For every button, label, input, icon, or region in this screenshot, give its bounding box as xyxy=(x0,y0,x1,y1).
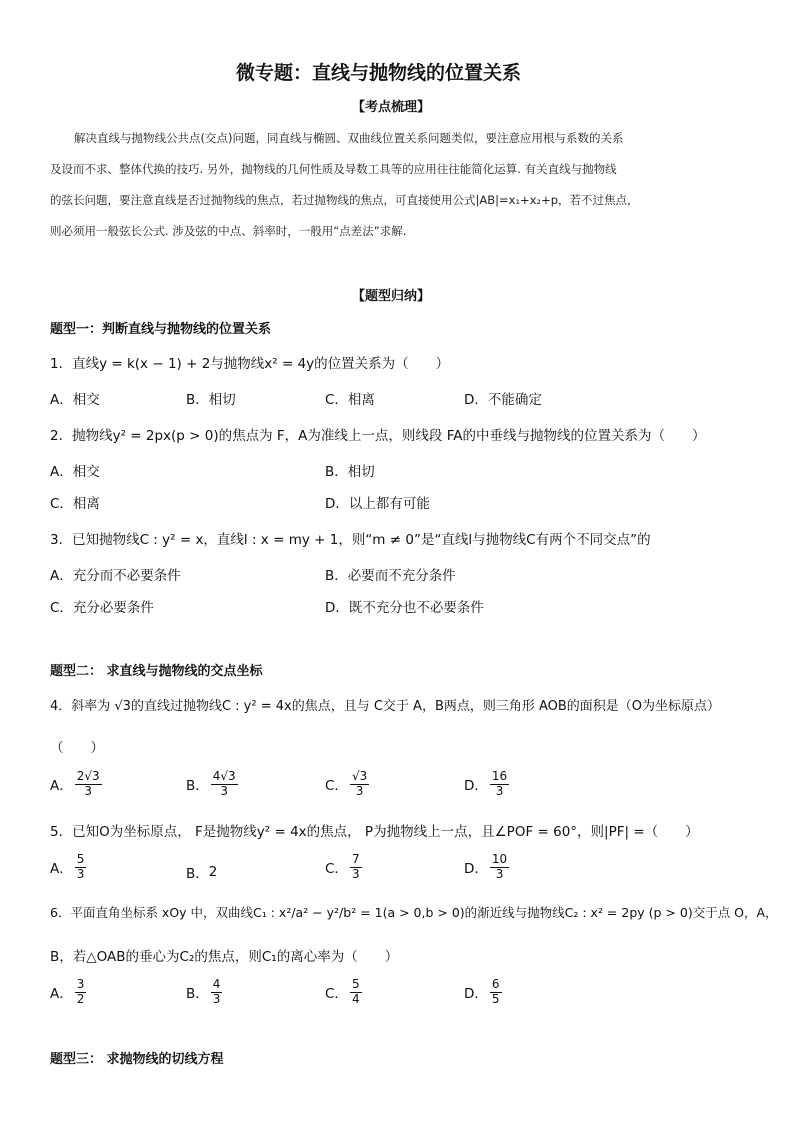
q3-option-c: C．充分必要条件 xyxy=(50,600,154,616)
q4-option-a: A． $\frac{2√3}{3}$ xyxy=(50,769,100,798)
fraction: $\frac{7}{3}$ xyxy=(351,852,360,881)
q4-option-c: C． $\frac{√3}{3}$ xyxy=(325,769,368,798)
section-heading-3: 题型三： 求抛物线的切线方程 xyxy=(50,1052,224,1067)
page-title: 微专题：直线与抛物线的位置关系 xyxy=(236,62,522,84)
q5-option-a: A． $\frac{5}{3}$ xyxy=(50,852,85,881)
question-4-text-cont: （ ） xyxy=(50,740,104,756)
question-2-text: 2．抛物线y² = 2px(p > 0)的焦点为 F，A为准线上一点，则线段 FA的中垂线与抛物线的位置关系为（ ） xyxy=(50,428,706,444)
fraction: $\frac{5}{4}$ xyxy=(351,977,360,1006)
fraction: $\frac{6}{5}$ xyxy=(491,977,500,1006)
question-6-text-cont: B，若△OAB的垂心为C₂的焦点，则C₁的离心率为（ ） xyxy=(50,949,399,965)
intro-line-1: 解决直线与抛物线公共点(交点)问题，同直线与椭圆、双曲线位置关系问题类似，要注意应用根与系数的关系 xyxy=(74,131,624,145)
q5-option-b: B．2 xyxy=(186,864,218,882)
q6-option-a: A． $\frac{3}{2}$ xyxy=(50,977,85,1006)
intro-line-3: 的弦长问题，要注意直线是否过抛物线的焦点，若过抛物线的焦点，可直接使用公式|AB|=x₁+x₂+p，若不过焦点， xyxy=(50,193,639,207)
question-5-text: 5．已知O为坐标原点， F是抛物线y² = 4x的焦点， P为抛物线上一点，且∠POF = 60°，则|PF| =（ ） xyxy=(50,824,699,840)
fraction: $\frac{16}{3}$ xyxy=(491,769,508,798)
q1-option-c: C．相离 xyxy=(325,392,375,408)
q3-option-a: A．充分而不必要条件 xyxy=(50,568,181,584)
intro-line-4: 则必须用一般弦长公式. 涉及弦的中点、斜率时，一般用“点差法”求解. xyxy=(50,224,407,238)
tixing-heading: 【题型归纳】 xyxy=(352,289,431,304)
fraction: $\frac{√3}{3}$ xyxy=(351,769,368,798)
fraction: $\frac{2√3}{3}$ xyxy=(76,769,100,798)
fraction: $\frac{3}{2}$ xyxy=(76,977,85,1006)
section-heading-2: 题型二： 求直线与抛物线的交点坐标 xyxy=(50,664,263,679)
kaodian-heading: 【考点梳理】 xyxy=(352,100,431,115)
section-heading-1: 题型一：判断直线与抛物线的位置关系 xyxy=(50,322,272,337)
intro-line-2: 及设而不求、整体代换的技巧. 另外，抛物线的几何性质及导数工具等的应用往往能简化运算. 有关直线与抛物线 xyxy=(50,162,617,176)
question-4-text: 4．斜率为 √3的直线过抛物线C : y² = 4x的焦点，且与 C交于 A，B两点，则三角形 AOB的面积是（O为坐标原点） xyxy=(50,699,721,714)
fraction: $\frac{4√3}{3}$ xyxy=(212,769,236,798)
q3-option-d: D．既不充分也不必要条件 xyxy=(325,600,484,616)
q5-option-c: C． $\frac{7}{3}$ xyxy=(325,852,360,881)
q2-option-a: A．相交 xyxy=(50,464,100,480)
question-1-text: 1．直线y = k(x − 1) + 2与抛物线x² = 4y的位置关系为（ ） xyxy=(50,356,450,372)
q6-option-b: B． $\frac{4}{3}$ xyxy=(186,977,221,1006)
q2-option-b: B．相切 xyxy=(325,464,375,480)
q3-option-b: B．必要而不充分条件 xyxy=(325,568,456,584)
q1-option-d: D．不能确定 xyxy=(464,392,542,408)
fraction: $\frac{5}{3}$ xyxy=(76,852,85,881)
question-3-text: 3．已知抛物线C : y² = x，直线l : x = my + 1，则“m ≠ 0”是“直线l与抛物线C有两个不同交点”的 xyxy=(50,532,651,548)
q2-option-d: D．以上都有可能 xyxy=(325,496,430,512)
q4-option-d: D． $\frac{16}{3}$ xyxy=(464,769,508,798)
q6-option-c: C． $\frac{5}{4}$ xyxy=(325,977,360,1006)
question-6-text: 6．平面直角坐标系 xOy 中，双曲线C₁ : x²/a² − y²/b² = 1(a > 0,b > 0)的渐近线与抛物线C₂ : x² = 2py (p > 0)交于点 O，A， xyxy=(50,905,778,920)
fraction: $\frac{10}{3}$ xyxy=(491,852,508,881)
q1-option-b: B．相切 xyxy=(186,392,236,408)
q2-option-c: C．相离 xyxy=(50,496,100,512)
q6-option-d: D． $\frac{6}{5}$ xyxy=(464,977,500,1006)
q1-option-a: A．相交 xyxy=(50,392,100,408)
fraction: $\frac{4}{3}$ xyxy=(212,977,221,1006)
q5-option-d: D． $\frac{10}{3}$ xyxy=(464,852,508,881)
q4-option-b: B． $\frac{4√3}{3}$ xyxy=(186,769,236,798)
